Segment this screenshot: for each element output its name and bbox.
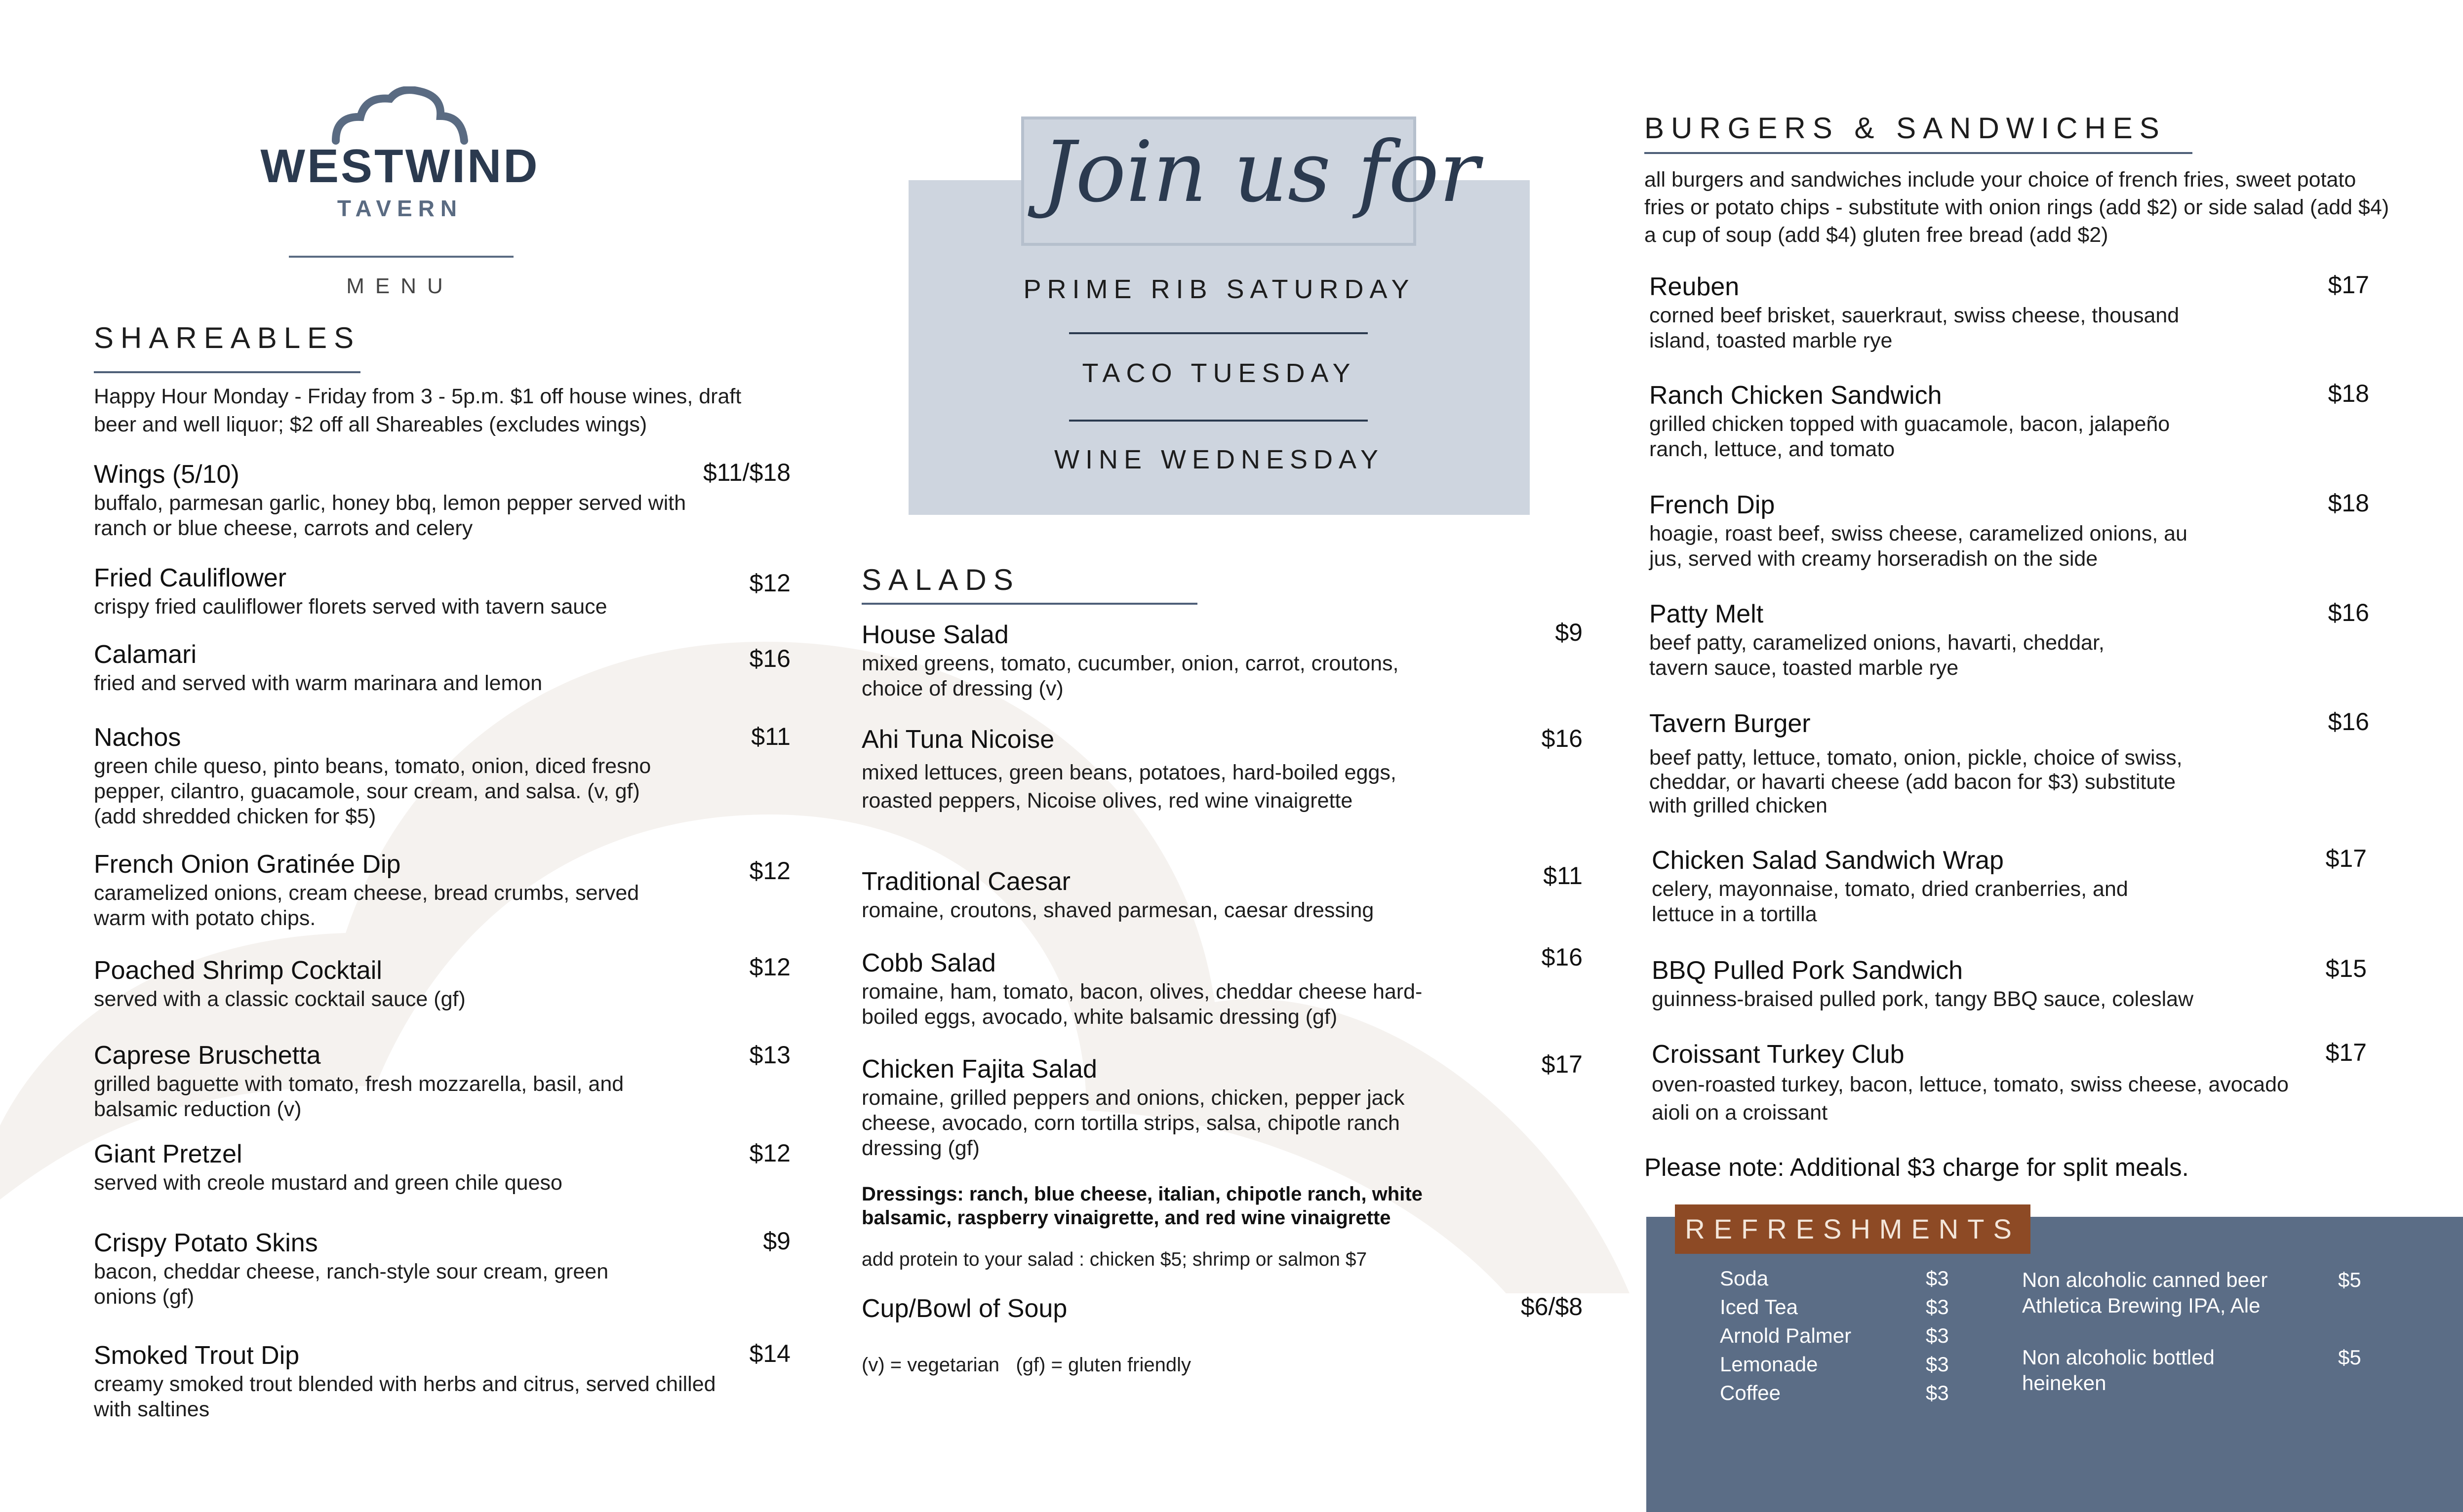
menu-item [862,948,1479,1030]
item-description: served with creole mustard and green chile queso [94,1171,562,1195]
item-description: guinness-braised pulled pork, tangy BBQ sauce, coleslaw [1652,987,2194,1011]
item-price: $17 [1541,1050,1583,1078]
menu-item [1649,271,2192,353]
item-description: bacon, cheddar cheese, ranch-style sour cream, green onions (gf) [94,1260,609,1309]
item-name: Traditional Caesar [862,867,1071,896]
item-name: Ranch Chicken Sandwich [1649,381,1942,410]
menu-item [94,459,711,541]
item-name: Smoked Trout Dip [94,1341,300,1370]
specials-divider [1069,332,1368,334]
item-description: grilled chicken topped with guacamole, bacon, jalapeño ranch, lettuce, and tomato [1649,412,2170,462]
item-description: crispy fried cauliflower florets served with tavern sauce [94,595,607,619]
item-description: corned beef brisket, sauerkraut, swiss cheese, thousand island, toasted marble rye [1649,304,2180,353]
menu-item [862,620,1430,701]
drink-name: Soda [1720,1267,1769,1290]
item-description: beef patty, caramelized onions, havarti, cheddar, tavern sauce, toasted marble rye [1649,631,2105,680]
item-price: $12 [749,569,791,597]
drink-price: $3 [1926,1267,1949,1290]
item-name: Fried Cauliflower [94,564,287,592]
salads-underline [862,603,1197,605]
split-meal-note: Please note: Additional $3 charge for split meals. [1644,1153,2189,1181]
menu-item [94,639,736,696]
menu-item [1649,708,2202,817]
cloud-logo-icon [326,86,474,146]
item-description: fried and served with warm marinara and lemon [94,671,543,696]
item-description: romaine, croutons, shaved parmesan, caesar dressing [862,898,1374,923]
drink-name: Arnold Palmer [1720,1324,1852,1347]
dietary-legend: (v) = vegetarian (gf) = gluten friendly [862,1354,1191,1376]
menu-item [1649,380,2217,462]
special-wine-wednesday: WINE WEDNESDAY [1054,445,1385,474]
item-name: Nachos [94,723,181,752]
item-name: Ahi Tuna Nicoise [862,725,1055,754]
item-price: $18 [2328,380,2369,407]
item-description: romaine, grilled peppers and onions, chicken, pepper jack cheese, avocado, corn tortilla strips, salsa, chipotle ranch dressing (gf) [862,1086,1405,1160]
item-price: $14 [749,1340,791,1367]
menu-item [1652,955,2343,1012]
shareables-underline [94,371,360,373]
salads-title: SALADS [862,563,1020,596]
item-price: $15 [2325,955,2367,982]
menu-item [94,1040,637,1122]
item-name: Crispy Potato Skins [94,1229,318,1257]
item-name: BBQ Pulled Pork Sandwich [1652,956,1963,985]
item-description: mixed greens, tomato, cucumber, onion, carrot, croutons, choice of dressing (v) [862,652,1399,701]
menu-item [94,1139,736,1196]
item-price: $11 [1543,862,1583,890]
item-description: buffalo, parmesan garlic, honey bbq, lemon pepper served with ranch or blue cheese, carrots and celery [94,491,686,541]
item-price: $16 [2328,708,2369,736]
logo-subtitle: TAVERN [337,195,463,221]
dressings-list: Dressings: ranch, blue cheese, italian, chipotle ranch, white balsamic, raspberry vinaigrette, and red wine vinaigrette [862,1183,1423,1229]
na-beer-name: Non alcoholic canned beer [2022,1268,2268,1291]
item-description: creamy smoked trout blended with herbs and citrus, served chilled with saltines [94,1372,716,1422]
item-price: $16 [1541,943,1583,971]
item-name: Calamari [94,640,197,669]
item-name: Wings (5/10) [94,460,239,489]
item-name: Patty Melt [1649,600,1764,628]
item-description: hoagie, roast beef, swiss cheese, caramelized onions, au jus, served with creamy horseradish on the side [1649,522,2187,571]
na-beer-name: Non alcoholic bottled [2022,1346,2215,1369]
menu-item [94,722,686,829]
special-prime-rib: PRIME RIB SATURDAY [1023,274,1415,304]
drink-price: $3 [1926,1295,1949,1318]
menu-item [94,1228,637,1310]
item-price: $11/$18 [703,459,791,486]
item-name: French Onion Gratinée Dip [94,850,401,879]
burgers-intro: all burgers and sandwiches include your choice of french fries, sweet potato fries or potato chips - substitute with onion rings (add $2) or side salad (add $4) a cup of soup (add $4) gluten free bread (add $2) [1644,168,2389,247]
item-name: Chicken Fajita Salad [862,1055,1097,1084]
item-price: $17 [2328,271,2369,299]
menu-item [1649,490,2217,572]
menu-item [862,1054,1405,1161]
drink-price: $3 [1926,1324,1949,1347]
menu-item [862,724,1430,815]
na-beer-price: $5 [2338,1268,2361,1291]
item-description: romaine, ham, tomato, bacon, olives, cheddar cheese hard-boiled eggs, avocado, white balsamic dressing (gf) [862,980,1423,1029]
item-price: $17 [2325,845,2367,872]
item-price: $16 [749,645,791,672]
menu-item [862,866,1454,923]
item-description: mixed lettuces, green beans, potatoes, hard-boiled eggs, roasted peppers, Nicoise olives, red wine vinaigrette [862,761,1396,813]
logo-name: WESTWIND [260,140,540,193]
item-description: beef patty, lettuce, tomato, onion, pickle, choice of swiss, cheddar, or havarti cheese (add bacon for $3) substitute with grilled chicken [1649,746,2183,817]
item-price: $12 [749,857,791,885]
item-name: Cup/Bowl of Soup [862,1294,1068,1323]
drink-name: Coffee [1720,1381,1781,1404]
na-beer-sub: Athletica Brewing IPA, Ale [2022,1294,2261,1317]
menu-item [94,849,662,931]
menu-item [1649,599,2143,681]
item-price: $9 [1555,619,1583,646]
item-name: Caprese Bruschetta [94,1041,321,1070]
item-name: Reuben [1649,272,1740,301]
item-description: oven-roasted turkey, bacon, lettuce, tomato, swiss cheese, avocado aioli on a croissant [1652,1073,2289,1125]
menu-item [1652,1039,2294,1127]
logo-divider [289,256,514,258]
item-description: served with a classic cocktail sauce (gf) [94,987,466,1011]
item-name: Giant Pretzel [94,1140,242,1168]
item-name: Cobb Salad [862,949,996,977]
item-price: $12 [749,1139,791,1167]
specials-script-heading: Join us for [1042,123,1479,221]
item-description: green chile queso, pinto beans, tomato, onion, diced fresno pepper, cilantro, guacamole, sour cream, and salsa. (v, gf) (add shredded chicken for $5) [94,754,651,828]
item-name: Tavern Burger [1649,709,1811,738]
drink-name: Lemonade [1720,1353,1818,1376]
protein-addon: add protein to your salad : chicken $5; shrimp or salmon $7 [862,1249,1367,1270]
item-name: Croissant Turkey Club [1652,1040,1905,1069]
item-price: $13 [749,1041,791,1069]
burgers-title: BURGERS & SANDWICHES [1644,112,2166,145]
item-price: $17 [2325,1039,2367,1066]
item-price: $11 [751,723,791,750]
special-taco-tuesday: TACO TUESDAY [1082,358,1356,388]
item-price: $16 [1541,725,1583,752]
specials-divider [1069,420,1368,422]
westwind-logo [257,86,543,220]
item-price: $18 [2328,489,2369,517]
drink-price: $3 [1926,1381,1949,1404]
item-price: $12 [749,953,791,981]
item-name: Poached Shrimp Cocktail [94,956,382,985]
menu-item [94,1340,736,1422]
burgers-underline [1644,152,2192,154]
item-price: $9 [763,1227,791,1255]
item-description: celery, mayonnaise, tomato, dried cranberries, and lettuce in a tortilla [1652,877,2128,927]
drink-name: Iced Tea [1720,1295,1798,1318]
shareables-intro: Happy Hour Monday - Friday from 3 - 5p.m. $1 off house wines, draft beer and well liquor; $2 off all Shareables (excludes wings) [94,385,742,436]
menu-item [1652,845,2195,927]
shareables-title: SHAREABLES [94,321,361,354]
item-description: grilled baguette with tomato, fresh mozzarella, basil, and balsamic reduction (v) [94,1072,624,1122]
menu-item [94,955,736,1012]
na-beer-sub: heineken [2022,1371,2106,1395]
item-name: House Salad [862,620,1009,649]
item-name: French Dip [1649,491,1775,519]
item-description: caramelized onions, cream cheese, bread crumbs, served warm with potato chips. [94,881,639,930]
menu-item [94,563,736,620]
menu-label: MENU [346,274,454,298]
soup-item [862,1293,1306,1324]
na-beer-price: $5 [2338,1346,2361,1369]
item-price: $6/$8 [1520,1293,1583,1320]
item-price: $16 [2328,599,2369,626]
drink-price: $3 [1926,1353,1949,1376]
refreshments-title: REFRESHMENTS [1685,1213,2021,1244]
item-name: Chicken Salad Sandwich Wrap [1652,846,2004,875]
